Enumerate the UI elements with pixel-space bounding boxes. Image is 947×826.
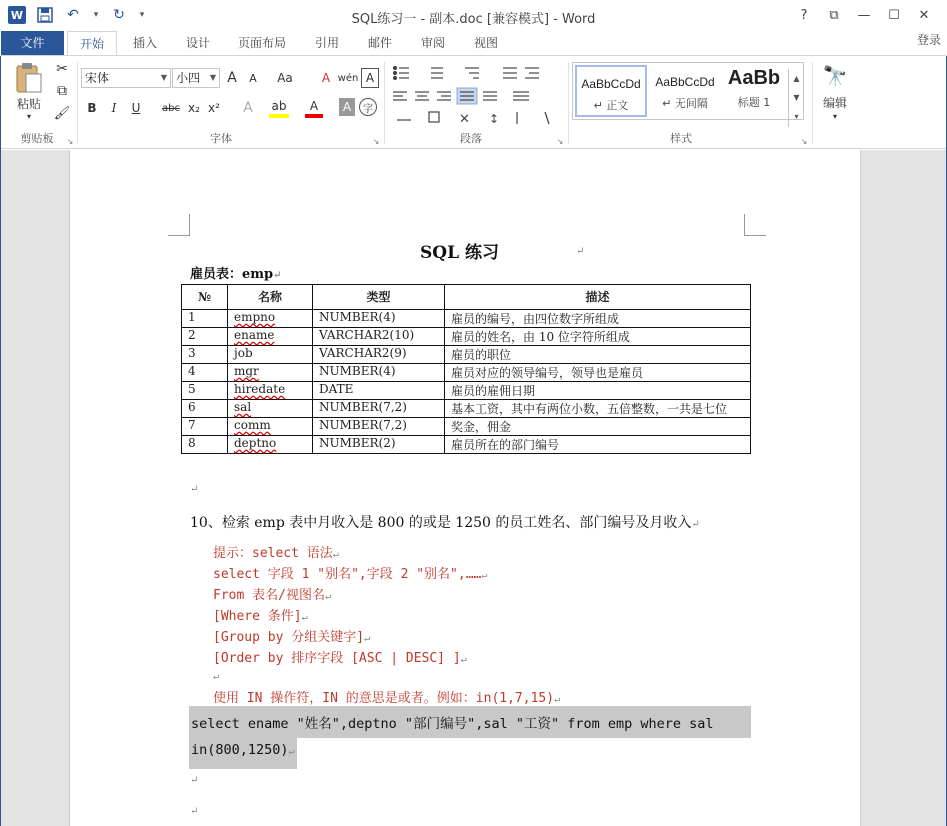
style-sample: AaBbCcDd: [655, 75, 715, 89]
ribbon-tabs: [0, 31, 947, 56]
table-cell: 雇员对应的领导编号，领导也是雇员: [445, 364, 751, 382]
hint-line: From 表名/视图名↵: [213, 588, 331, 603]
styles-gallery: [572, 62, 804, 120]
question-text: 10、检索 emp 表中月收入是 800 的或是 1250 的员工姓名、部门编号及月收入↵: [190, 515, 700, 531]
style-name: 标题 1: [737, 96, 771, 109]
table-header: 名称: [228, 285, 313, 310]
style-name: ↵ 正文: [593, 99, 629, 112]
paragraph-mark: ↵: [190, 806, 199, 817]
answer-line[interactable]: select ename "姓名",deptno "部门编号",sal "工资" from emp where sal: [191, 716, 714, 732]
table-cell: ename: [228, 328, 313, 346]
answer-line[interactable]: in(800,1250)↵: [191, 742, 295, 758]
binoculars-icon[interactable]: 🔭: [822, 64, 848, 88]
style-sample: AaBbCcDd: [581, 77, 641, 91]
paragraph-mark: ↵: [190, 775, 199, 786]
margin-mark: [168, 214, 190, 236]
style-name: ↵ 无间隔: [662, 97, 708, 110]
separator: [812, 62, 813, 144]
bold-icon[interactable]: B: [87, 101, 97, 115]
character-border-icon[interactable]: A: [361, 68, 379, 88]
table-cell: 7: [182, 418, 228, 436]
clear-formatting-icon[interactable]: A: [321, 71, 331, 85]
paste-dropdown-icon[interactable]: ▾: [26, 111, 31, 121]
shrink-font-icon[interactable]: A: [249, 71, 257, 85]
table-header: 类型: [313, 285, 445, 310]
tab-home[interactable]: 开始: [67, 31, 117, 56]
font-size-value: 小四: [176, 71, 201, 85]
svg-text:↕: ↕: [489, 112, 500, 126]
paragraph-launcher-icon[interactable]: ↘: [556, 136, 564, 146]
word-logo-icon[interactable]: W: [8, 6, 26, 24]
separator: [384, 62, 385, 144]
hint-line: [Order by 排序字段 [ASC | DESC] ]↵: [213, 651, 467, 666]
paragraph-group-label: 段落: [460, 132, 482, 145]
font-group-label: 字体: [210, 132, 232, 145]
table-cell: 雇员的编号，由四位数字所组成: [445, 310, 751, 328]
document-title: SQL 练习: [420, 243, 499, 263]
undo-icon[interactable]: ↶: [67, 7, 79, 23]
tab-review[interactable]: 审阅: [420, 36, 445, 50]
minimize-button[interactable]: —: [857, 7, 871, 23]
window-title: SQL练习一 - 副本.doc [兼容模式] - Word: [351, 12, 596, 27]
font-name-combo[interactable]: [81, 68, 171, 88]
window-controls: [789, 4, 939, 26]
table-row: [182, 364, 751, 382]
table-cell: sal: [228, 400, 313, 418]
sign-in-link[interactable]: 登录: [916, 33, 941, 47]
tab-file[interactable]: 文件: [1, 31, 64, 56]
hint-line: [Group by 分组关键字]↵: [213, 630, 371, 645]
document-subtitle: 雇员表：emp↵: [190, 267, 282, 282]
margin-mark: [744, 214, 766, 236]
table-cell: hiredate: [228, 382, 313, 400]
italic-icon[interactable]: I: [111, 101, 117, 115]
table-header: №: [182, 285, 228, 310]
table-cell: comm: [228, 418, 313, 436]
table-row: [182, 310, 751, 328]
ribbon-display-options-button[interactable]: ⧉: [829, 7, 839, 23]
table-cell: 雇员的雇佣日期: [445, 382, 751, 400]
tab-mailings[interactable]: 邮件: [367, 36, 392, 50]
maximize-button[interactable]: ☐: [888, 7, 900, 23]
document-area: [1, 150, 946, 826]
table-cell: DATE: [313, 382, 445, 400]
ribbon-home: [1, 55, 946, 149]
hint-line: [Where 条件]↵: [213, 609, 308, 624]
table-cell: 4: [182, 364, 228, 382]
table-cell: empno: [228, 310, 313, 328]
editing-dropdown-icon[interactable]: ▾: [832, 111, 837, 121]
table-cell: VARCHAR2(10): [313, 328, 445, 346]
font-launcher-icon[interactable]: ↘: [372, 136, 380, 146]
tab-page-layout[interactable]: 页面布局: [237, 36, 286, 50]
strikethrough-icon[interactable]: abc: [162, 102, 180, 114]
scroll-up-icon[interactable]: ▲: [793, 74, 800, 83]
table-cell: deptno: [228, 436, 313, 454]
title-bar: [0, 0, 947, 32]
table-cell: NUMBER(4): [313, 310, 445, 328]
table-header: 描述: [445, 285, 751, 310]
separator: [568, 62, 569, 144]
tab-design[interactable]: 设计: [185, 36, 210, 50]
table-cell: NUMBER(2): [313, 436, 445, 454]
table-cell: 8: [182, 436, 228, 454]
table-cell: 3: [182, 346, 228, 364]
svg-text:✕: ✕: [459, 112, 470, 127]
text-effects-icon[interactable]: A: [243, 100, 253, 116]
table-cell: 雇员所在的部门编号: [445, 436, 751, 454]
table-row: [182, 346, 751, 364]
tab-view[interactable]: 视图: [473, 36, 498, 50]
table-row: [182, 382, 751, 400]
font-size-combo[interactable]: [172, 68, 220, 88]
style-sample: AaBb: [727, 67, 781, 89]
paragraph-mark: ↵: [190, 484, 199, 495]
table-cell: 基本工资，其中有两位小数，五倍整数，一共是七位: [445, 400, 751, 418]
table-cell: 奖金，佣金: [445, 418, 751, 436]
table-cell: 1: [182, 310, 228, 328]
help-button[interactable]: ?: [800, 7, 808, 23]
table-cell: NUMBER(7,2): [313, 418, 445, 436]
scroll-down-icon[interactable]: ▼: [793, 93, 800, 102]
subscript-icon[interactable]: x₂: [188, 101, 200, 115]
table-cell: NUMBER(7,2): [313, 400, 445, 418]
font-name-value: 宋体: [85, 71, 110, 85]
more-styles-icon[interactable]: ▾: [794, 112, 799, 121]
underline-icon[interactable]: U: [131, 101, 141, 115]
styles-group-label: 样式: [670, 132, 692, 145]
table-cell: 5: [182, 382, 228, 400]
paste-icon[interactable]: [11, 62, 47, 94]
hint-line: 使用 IN 操作符，IN 的意思是或者。例如：in(1,7,15)↵: [213, 691, 561, 706]
paragraph-mark: ↵: [576, 246, 585, 257]
clipboard-launcher-icon[interactable]: ↘: [66, 136, 74, 146]
cut-icon[interactable]: ✂: [56, 61, 68, 77]
table-cell: mgr: [228, 364, 313, 382]
style-normal[interactable]: [575, 65, 647, 117]
styles-scroll: [788, 69, 804, 127]
format-painter-icon[interactable]: 🖌: [53, 105, 71, 121]
undo-dropdown-icon[interactable]: ▾: [93, 10, 99, 20]
table-row: [182, 436, 751, 454]
change-case-icon[interactable]: Aa: [277, 71, 293, 85]
table-row: [182, 328, 751, 346]
customize-qat-icon[interactable]: ▾: [139, 10, 145, 20]
table-row: [182, 400, 751, 418]
table-cell: NUMBER(4): [313, 364, 445, 382]
clipboard-group-label: 剪贴板: [20, 132, 54, 145]
style-heading-1[interactable]: [721, 65, 787, 117]
table-cell: 2: [182, 328, 228, 346]
paste-button[interactable]: 粘贴: [16, 96, 41, 111]
table-cell: 雇员的职位: [445, 346, 751, 364]
emp-table: [181, 284, 751, 454]
highlight-icon[interactable]: ab: [269, 98, 289, 118]
table-cell: 6: [182, 400, 228, 418]
copy-icon[interactable]: ⧉: [57, 83, 67, 99]
redo-icon[interactable]: ↻: [113, 7, 125, 23]
hint-line: 提示：select 语法↵: [213, 546, 339, 561]
document-page[interactable]: [69, 150, 861, 826]
separator: [77, 62, 78, 144]
tab-references[interactable]: 引用: [314, 36, 339, 50]
hint-line: ↵: [213, 671, 220, 682]
hint-line: select 字段 1 "别名",字段 2 "别名",……↵: [213, 567, 488, 582]
close-button[interactable]: ✕: [918, 7, 930, 23]
enclose-characters-icon[interactable]: 字: [359, 98, 377, 116]
table-row: [182, 418, 751, 436]
chevron-down-icon: ▼: [160, 73, 167, 82]
table-cell: 雇员的姓名，由 10 位字符所组成: [445, 328, 751, 346]
grow-font-icon[interactable]: A: [227, 70, 237, 86]
tab-insert[interactable]: 插入: [132, 36, 157, 50]
table-header-row: [182, 285, 751, 310]
chevron-down-icon: ▼: [209, 73, 216, 82]
superscript-icon[interactable]: x²: [208, 101, 220, 115]
font-color-icon[interactable]: A: [305, 98, 323, 118]
table-cell: job: [228, 346, 313, 364]
character-shading-icon[interactable]: A: [339, 98, 355, 116]
phonetic-guide-icon[interactable]: wén: [337, 72, 359, 84]
style-no-spacing[interactable]: [649, 65, 721, 117]
editing-button[interactable]: 编辑: [822, 95, 847, 110]
styles-launcher-icon[interactable]: ↘: [800, 136, 808, 146]
table-cell: VARCHAR2(9): [313, 346, 445, 364]
